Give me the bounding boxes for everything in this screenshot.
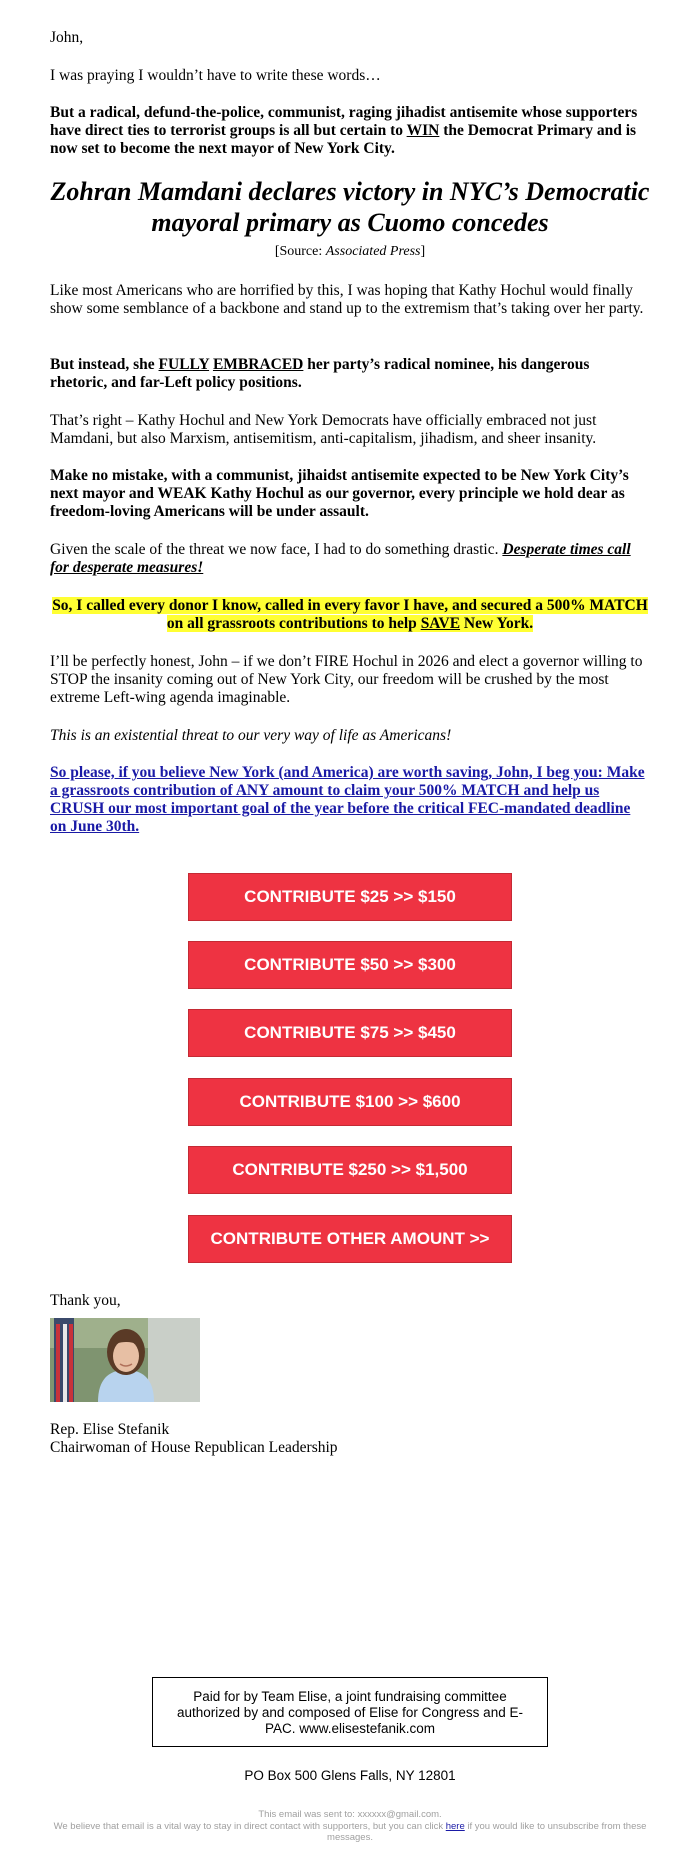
signature-photo — [50, 1318, 200, 1402]
text: New York. — [460, 615, 534, 632]
contribute-100-button[interactable]: CONTRIBUTE $100 >> $600 — [188, 1078, 512, 1126]
highlighted-match-text — [52, 597, 648, 632]
contribute-75-button[interactable]: CONTRIBUTE $75 >> $450 — [188, 1009, 512, 1057]
contribute-25-button[interactable]: CONTRIBUTE $25 >> $150 — [188, 873, 512, 921]
win-underlined: WIN — [406, 122, 440, 139]
save-underlined: SAVE — [420, 615, 461, 632]
text: But instead, she — [50, 356, 159, 373]
bold-paragraph-mistake: Make no mistake, with a communist, jihaidst antisemite expected to be New York City’s next mayor and WEAK Kathy Hochul as our governor, every principle we hold dear as freedom-loving Americans will be under assault. — [50, 467, 629, 520]
contribute-50-button[interactable]: CONTRIBUTE $50 >> $300 — [188, 941, 512, 989]
mailing-address: PO Box 500 Glens Falls, NY 12801 — [244, 1768, 456, 1783]
bold-paragraph-embraced — [50, 356, 650, 392]
desperate-times-emphasis: Desperate times call for desperate measures! — [50, 541, 631, 576]
paragraph-honest: I’ll be perfectly honest, John – if we don’t FIRE Hochul in 2026 and elect a governor willing to STOP the insanity coming out of New York City, our freedom will be crushed by the most extreme Left-wing agenda imaginable. — [50, 653, 643, 706]
paragraph-hochul: Like most Americans who are horrified by this, I was hoping that Kathy Hochul would finally show some semblance of a backbone and stand up to the extremism that’s taking over her party. — [50, 282, 644, 317]
text: Given the scale of the threat we now face, I had to do something drastic. — [50, 541, 503, 558]
text: So, I called every donor I know, called in every favor I have, and secured a 500% MATCH on all grassroots contributions to help — [52, 597, 648, 632]
contribute-other-button[interactable]: CONTRIBUTE OTHER AMOUNT >> — [188, 1215, 512, 1263]
text: We believe that email is a vital way to stay in direct contact with supporters, but you can click — [53, 1821, 446, 1832]
text: But a radical, defund-the-police, communist, raging jihadist antisemite whose supporters have direct ties to terrorist groups is all but certain to — [50, 104, 638, 139]
text: [Source: — [274, 244, 326, 259]
highlight-block — [50, 597, 650, 633]
signature-title: Chairwoman of House Republican Leadership — [50, 1439, 338, 1456]
unsubscribe-line — [40, 1821, 660, 1843]
source-name: Associated Press — [325, 244, 421, 259]
contribute-250-button[interactable]: CONTRIBUTE $250 >> $1,500 — [188, 1146, 512, 1194]
intro-paragraph: I was praying I wouldn’t have to write these words… — [50, 67, 381, 84]
signoff: Thank you, — [50, 1292, 121, 1309]
signature-name: Rep. Elise Stefanik — [50, 1421, 170, 1438]
paragraph-drastic — [50, 541, 650, 577]
source-line — [50, 244, 650, 260]
call-to-action-link[interactable]: So please, if you believe New York (and America) are worth saving, John, I beg you: Make a grassroots contribution of ANY amount to claim your 500% MATCH and help us CRUSH our most important goal of the year before the critical FEC-mandated deadline on June 30th. — [50, 764, 645, 835]
fully-underlined: FULLY — [158, 356, 210, 373]
text: her party’s radical nominee, his dangerous rhetoric, and far-Left policy positions. — [50, 356, 590, 391]
embraced-underlined: EMBRACED — [212, 356, 304, 373]
portrait-image — [50, 1318, 200, 1402]
paragraph-thats-right: That’s right – Kathy Hochul and New York Democrats have officially embraced not just Mamdani, but also Marxism, antisemitism, anti-capitalism, jihadism, and sheer insanity. — [50, 412, 597, 447]
sent-to-line: This email was sent to: xxxxxx@gmail.com. — [258, 1809, 442, 1820]
headline: Zohran Mamdani declares victory in NYC’s Democratic mayoral primary as Cuomo concedes — [50, 177, 650, 237]
text: the Democrat Primary and is now set to become the next mayor of New York City. — [50, 122, 637, 157]
italic-paragraph: This is an existential threat to our very way of life as Americans! — [50, 727, 452, 744]
unsubscribe-link[interactable]: here — [445, 1821, 465, 1832]
text: if you would like to unsubscribe from these messages. — [327, 1821, 647, 1843]
paid-for-disclaimer: Paid for by Team Elise, a joint fundraising committee authorized by and composed of Elise for Congress and E-PAC. www.elisestefanik.com — [152, 1677, 548, 1747]
text: ] — [420, 244, 426, 259]
bold-paragraph-1 — [50, 104, 650, 158]
greeting: John, — [50, 29, 84, 46]
